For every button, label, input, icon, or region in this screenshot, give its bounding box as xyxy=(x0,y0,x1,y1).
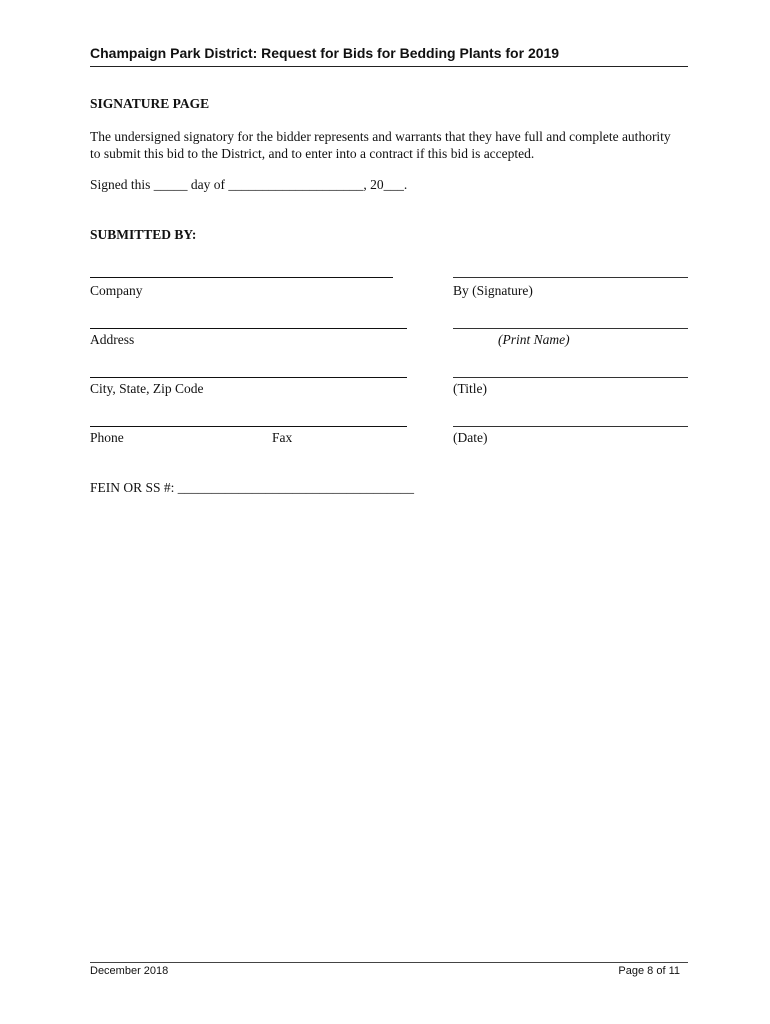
signature-label: By (Signature) xyxy=(453,283,533,298)
company-label: Company xyxy=(90,283,143,298)
print-name-label: (Print Name) xyxy=(498,332,570,347)
authority-paragraph xyxy=(90,128,690,162)
company-blank-line[interactable] xyxy=(90,277,393,278)
paragraph-line-2: to submit this bid to the District, and to enter into a contract if this bid is accepted. xyxy=(90,146,535,161)
address-label: Address xyxy=(90,332,135,347)
footer-divider xyxy=(90,962,688,963)
fein-ss-line[interactable]: FEIN OR SS #: ___________________________________ xyxy=(90,480,415,495)
address-blank-line[interactable] xyxy=(90,328,407,329)
paragraph-line-1: The undersigned signatory for the bidder represents and warrants that they have full and complete authority xyxy=(90,129,671,144)
title-blank-line[interactable] xyxy=(453,377,688,378)
fax-label: Fax xyxy=(272,430,293,445)
title-label: (Title) xyxy=(453,381,488,396)
date-blank-line[interactable] xyxy=(453,426,688,427)
signature-blank-line[interactable] xyxy=(453,277,688,278)
phone-label: Phone xyxy=(90,430,124,445)
section-title: SIGNATURE PAGE xyxy=(90,96,210,111)
phone-fax-blank-line[interactable] xyxy=(90,426,407,427)
footer-date: December 2018 xyxy=(90,965,169,977)
document-header-title: Champaign Park District: Request for Bids for Bedding Plants for 2019 xyxy=(90,45,560,61)
header-divider xyxy=(90,66,688,67)
city-state-zip-label: City, State, Zip Code xyxy=(90,381,204,396)
footer-page-number: Page 8 of 11 xyxy=(618,965,680,977)
submitted-by-heading: SUBMITTED BY: xyxy=(90,227,197,242)
signed-date-line[interactable]: Signed this _____ day of ____________________, 20___. xyxy=(90,177,408,192)
city-state-zip-blank-line[interactable] xyxy=(90,377,407,378)
date-label: (Date) xyxy=(453,430,488,445)
print-name-blank-line[interactable] xyxy=(453,328,688,329)
